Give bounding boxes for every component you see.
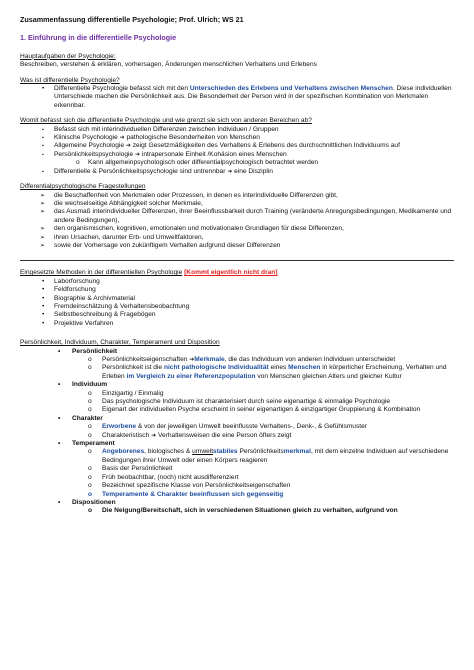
womit-heading: Womit befasst sich die differentielle Psychologie und wie grenzt sie sich von anderen Bereichen ab? bbox=[20, 117, 312, 125]
list-item: ▪ Differentielle & Persönlichkeitspsychologie sind untrennbar ➔ eine Disziplin bbox=[20, 168, 454, 176]
list-item: ▪ Persönlichkeitspsychologie ➔ intrapersonale Einheit /Kohäsion eines Menschen bbox=[20, 151, 454, 159]
exam-note: [Kommt eigentlich nicht dran] bbox=[184, 269, 278, 277]
sub-list-item: o Einzigartig / Einmalig bbox=[20, 390, 454, 398]
sub-list-item: o Erworbene & von der jeweiligen Umwelt beeinflusste Verhaltens-, Denk-, & Gefühlsmuster bbox=[20, 423, 454, 431]
arrow-right-icon: ➔ bbox=[227, 168, 233, 175]
arrow-right-icon: ➔ bbox=[135, 151, 141, 158]
list-item: ➢ die Beschaffenheit von Merkmalen oder Prozessen, in denen es interindividuelle Differenzen gibt, bbox=[20, 192, 454, 200]
list-item: ➢ das Ausmaß interindividueller Differenzen, ihrer Beeinflussbarkeit durch Training (veränderte Anregungsbedingungen, Medikamente und andere Bedingungen), bbox=[20, 208, 454, 225]
list-item: ▪ Klinische Psychologie ➔ pathologische Besonderheiten von Menschen bbox=[20, 134, 454, 142]
term-dispositionen: • Dispositionen bbox=[20, 499, 454, 507]
sub-list-item: o Angeborenes, biologisches & umweltstabiles Persönlichkeitsmerkmal, mit dem einzelne Individuen auf verschiedene Bedingungen ihrer Umwelt oder einen Körpers reagieren bbox=[20, 448, 454, 465]
arrow-right-icon: ➔ bbox=[189, 357, 195, 363]
persoenlichkeit-list bbox=[20, 348, 454, 516]
sub-list-item: o Persönlichkeit ist die nicht pathologische Individualität eines Menschen in körperlicher Erscheinung, Verhalten und Erleben im Vergleich zu einer Referenzpopulation von Menschen gleichen Alters und gleicher Kultur bbox=[20, 364, 454, 381]
sub-list-item: o Kann allgemeinpsychologisch oder differentialpsychologisch betrachtet werden bbox=[20, 159, 454, 167]
list-item: ➢ die wechselseitige Abhängigkeit solcher Merkmale, bbox=[20, 200, 454, 208]
term-temperament: • Temperament bbox=[20, 440, 454, 448]
list-item: • Fremdeinschätzung & Verhaltensbeobachtung bbox=[20, 303, 454, 311]
list-item: • Projektive Verfahren bbox=[20, 320, 454, 328]
chapter-heading: 1. Einführung in die differentielle Psychologie bbox=[20, 33, 177, 43]
term-persoenlichkeit: • Persönlichkeit bbox=[20, 348, 454, 356]
arrow-right-icon: ➔ bbox=[151, 432, 157, 439]
document-title: Zusammenfassung differentielle Psychologie; Prof. Ulrich; WS 21 bbox=[20, 15, 244, 24]
sub-list-item: o Eigenart der individuellen Psyche erscheint in seiner eigenartigen & einzigartiger Gruppierung & Kombination bbox=[20, 406, 454, 414]
sub-list-item: o Bezeichnet spezifische Klasse von Persönlichkeitseigenschaften bbox=[20, 482, 454, 490]
sub-list-item: o Die Neigung/Bereitschaft, sich in verschiedenen Situationen gleich zu verhalten, aufgrund von bbox=[20, 507, 454, 515]
methoden-heading: Eingesetzte Methoden in der differentiellen Psychologie [Kommt eigentlich nicht dran] bbox=[20, 269, 278, 277]
list-item: ➢ ihren Ursachen, darunter Erb- und Umweltfaktoren, bbox=[20, 234, 454, 242]
sub-list-item: o Persönlichkeitseigenschaften ➔Merkmale, die das Individuum von anderen Individuen unterscheidet bbox=[20, 356, 454, 364]
arrow-right-icon: ➔ bbox=[119, 135, 125, 142]
sub-list-item: o Charakteristisch ➔ Verhaltensweisen die eine Person öfters zeigt bbox=[20, 432, 454, 440]
list-item: ➢ sowie der Vorhersage von zukünftigem Verhalten aufgrund dieser Differenzen bbox=[20, 242, 454, 250]
fragestellungen-list bbox=[20, 192, 454, 251]
womit-list bbox=[20, 126, 454, 176]
arrow-right-icon: ➔ bbox=[125, 143, 131, 150]
list-item: • Selbstbeschreibung & Fragebögen bbox=[20, 311, 454, 319]
term-charakter: • Charakter bbox=[20, 415, 454, 423]
list-item: • Laborforschung bbox=[20, 278, 454, 286]
list-item: • Differentielle Psychologie befasst sich mit den Unterschieden des Erlebens und Verhaltens zwischen Menschen. Diese individuellen Unterschiede machen die Persönlichkeit aus. Die Besonderheit der Person wird in der spezifischen Kombination von Merkmalen erkennbar. bbox=[20, 85, 454, 110]
was-ist-list bbox=[20, 85, 454, 110]
list-item: ➢ den organismischen, kognitiven, emotionalen und motivationalen Grundlagen für diese Differenzen, bbox=[20, 225, 454, 233]
hauptaufgaben-text: Beschreiben, verstehen & erklären, vorhersagen, Änderungen menschlichen Verhaltens und Erlebens bbox=[20, 61, 317, 69]
fragestellungen-heading: Differentialpsychologische Fragestellungen bbox=[20, 183, 146, 191]
persoenlichkeit-heading: Persönlichkeit, Individuum, Charakter, Temperament und Disposition bbox=[20, 339, 220, 347]
sub-list-item: o Basis der Persönlichkeit bbox=[20, 465, 454, 473]
list-item: • Feldforschung bbox=[20, 286, 454, 294]
methoden-list bbox=[20, 278, 454, 328]
list-item: • Biographie & Archivmaterial bbox=[20, 295, 454, 303]
was-ist-heading: Was ist differentielle Psychologie? bbox=[20, 76, 120, 84]
list-item: ▪ Allgemeine Psychologie ➔ zeigt Gesetzmäßigkeiten des Verhaltens & Erlebens des durchschnittlichen Individuums auf bbox=[20, 142, 454, 150]
section-divider bbox=[20, 260, 454, 261]
sub-list-item: o Das psychologische Individuum ist charakterisiert durch seine eigenartige & einmalige Psychologie bbox=[20, 398, 454, 406]
sub-list-item: o Temperamente & Charakter beeinflussen sich gegenseitig bbox=[20, 491, 454, 499]
list-item: ▪ Befasst sich mit interindividuellen Differenzen zwischen Individuen / Gruppen bbox=[20, 126, 454, 134]
sub-list-item: o Früh beobachtbar, (noch) nicht ausdifferenziert bbox=[20, 474, 454, 482]
hauptaufgaben-heading: Hauptaufgaben der Psychologie: bbox=[20, 52, 116, 60]
term-individuum: • Individuum bbox=[20, 381, 454, 389]
